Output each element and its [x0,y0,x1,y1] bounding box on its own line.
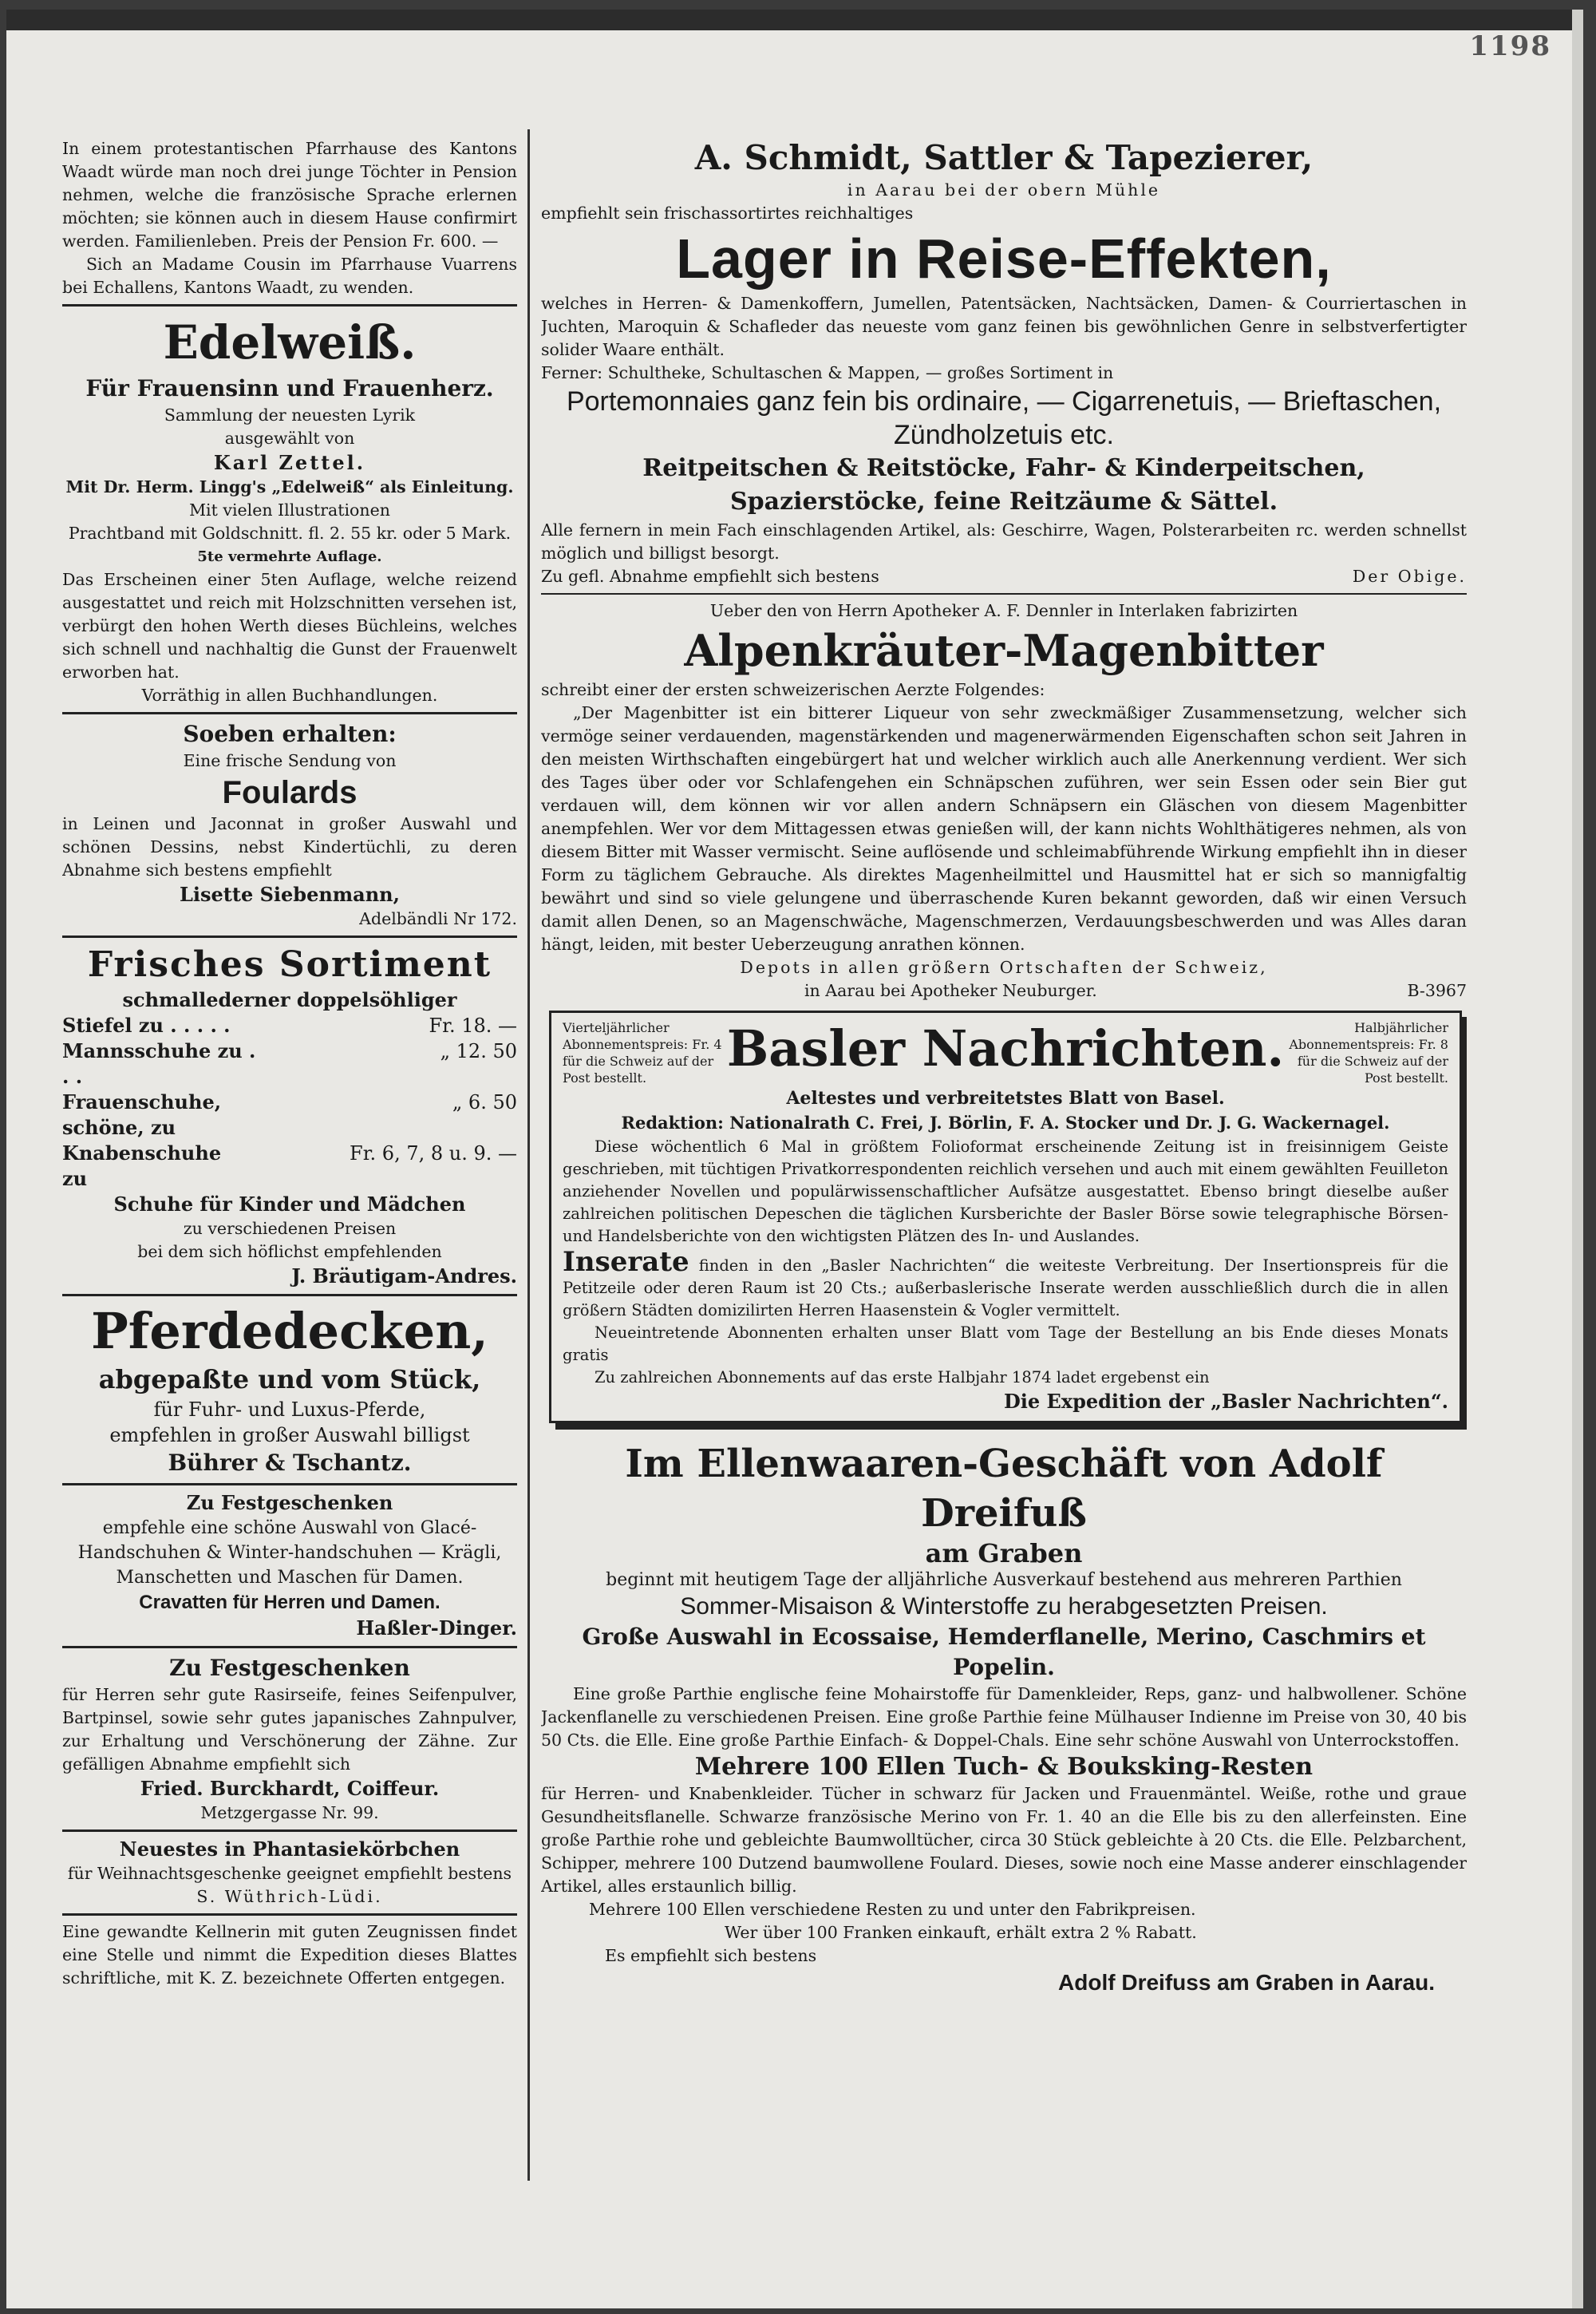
dreifuss-subtitle: am Graben [925,1538,1083,1568]
schmidt-text3: Alle fernern in mein Fach einschlagenden Artikel, als: Geschirre, Wagen, Polsterarbeiten rc. werden schnellst möglich und billigst besorgt. [541,520,1467,563]
price-row [62,1038,517,1090]
festgeschenke2-heading: Zu Festgeschenken [169,1655,410,1681]
koerbchen-name: S. Wüthrich-Lüdi. [196,1887,383,1906]
dreifuss-line2: Sommer-Misaison & Winterstoffe zu herabgesetzten Preisen. [680,1593,1328,1620]
schmidt-portemonnaies: Portemonnaies ganz fein bis ordinaire, — Cigarrenetuis, — Brieftaschen, Zündholzetuis etc. [566,386,1442,450]
schmidt-title: Lager in Reise-Effekten, [676,227,1332,290]
price-label: Mannsschuhe zu . . . [62,1039,256,1088]
divider [541,593,1467,595]
schmidt-closing-row [541,565,1467,588]
edelweiss-title: Edelweiß. [163,315,417,370]
foulards-heading: Soeben erhalten: [183,721,397,747]
festgeschenke1-cravatten: Cravatten für Herren und Damen. [139,1592,440,1613]
scan-right-edge [1572,10,1583,2308]
edelweiss-line1: Sammlung der neuesten Lyrik [164,405,416,425]
basler-inserate-text: finden in den „Basler Nachrichten“ die weiteste Verbreitung. Der Insertionspreis für die Petitzeile oder deren Raum ist 20 Cts.; außerbaslerische Inserate werden ausschließlich durch die in allen größern Städten domizilirten Herren Haasenstein & Vogler vermittelt. [563,1256,1448,1319]
edelweiss-line3: Mit vielen Illustrationen [189,500,390,520]
dreifuss-line4: Mehrere 100 Ellen verschiedene Resten zu und unter den Fabrikpreisen. [589,1900,1196,1919]
dreifuss-line3: Große Auswahl in Ecossaise, Hemderflanelle, Merino, Caschmirs et Popelin. [582,1624,1426,1680]
divider [62,1483,517,1485]
ad-festgeschenke-handschuhe [62,1490,517,1641]
edelweiss-available: Vorräthig in allen Buchhandlungen. [141,686,438,705]
ad-kellnerin [62,1920,517,1990]
ad-edelweiss [62,311,517,707]
magenbitter-intro: Ueber den von Herrn Apotheker A. F. Dennler in Interlaken fabrizirten [709,601,1298,620]
sortiment-recommend: bei dem sich höflichst empfehlenden [137,1242,442,1261]
sortiment-title: Frisches Sortiment [87,944,492,985]
ad-basler-nachrichten [549,1011,1462,1423]
festgeschenke2-address: Metzgergasse Nr. 99. [200,1803,379,1822]
divider [62,712,517,714]
edelweiss-price: Prachtband mit Goldschnitt. fl. 2. 55 kr. oder 5 Mark. [68,524,512,543]
ad-dreifuss [541,1439,1467,1998]
kellnerin-text: Eine gewandte Kellnerin mit guten Zeugnissen findet eine Stelle und nimmt die Expedition dieses Blattes schriftliche, mit K. Z. bezeichnete Offerten entgegen. [62,1922,517,1988]
basler-redaktion: Redaktion: Nationalrath C. Frei, J. Börlin, F. A. Stocker und Dr. J. G. Wackernagel. [621,1113,1390,1133]
sortiment-name: J. Bräutigam-Andres. [291,1264,517,1288]
dreifuss-line6: Es empfiehlt sich bestens [605,1946,817,1965]
dreifuss-text1: Eine große Parthie englische feine Mohairstoffe für Damenkleider, Reps, ganz- und halbwollener. Schöne Jackenflanelle zu verschiedenen Preisen. Eine große Parthie feine Mülhauser Indienne im Preise von 30, 40 bis 50 Cts. die Elle. Eine große Parthie Einfach- & Doppel-Chals. Eine sehr schöne Auswahl von Unterrockstoffen. [541,1684,1467,1750]
sortiment-kids2: zu verschiedenen Preisen [183,1219,397,1238]
dreifuss-title: Im Ellenwaaren-Geschäft von Adolf Dreifuß [625,1442,1383,1536]
edelweiss-edition: 5te vermehrte Auflage. [197,548,382,565]
pferdedecken-subtitle: abgepaßte und vom Stück, [98,1364,481,1394]
schmidt-text2: Ferner: Schultheke, Schultaschen & Mappen, — großes Sortiment in [541,363,1114,382]
pferdedecken-name: Bührer & Tschantz. [168,1450,412,1476]
basler-quarterly-price: Vierteljährlicher Abonnementspreis: Fr. 4 für die Schweiz auf der Post bestellt. [563,1020,722,1086]
festgeschenke2-text: für Herren sehr gute Rasirseife, feines Seifenpulver, Bartpinsel, sowie sehr gutes japanisches Zahnpulver, zur Erhaltung und Verschönerung der Zähne. Zur gefälligen Abnahme empfiehlt sich [62,1685,517,1774]
magenbitter-title: Alpenkräuter-Magenbitter [684,625,1324,676]
edelweiss-intro: Mit Dr. Herm. Lingg's „Edelweiß“ als Einleitung. [65,477,514,496]
dreifuss-line1: beginnt mit heutigem Tage der alljährliche Ausverkauf bestehend aus mehreren Parthien [606,1570,1402,1590]
foulards-line1: Eine frische Sendung von [183,751,397,770]
price-row [62,1013,517,1038]
price-row [62,1141,517,1192]
magenbitter-quote: „Der Magenbitter ist ein bitterer Liqueur von sehr zweckmäßiger Zusammensetzung, welcher sich vermöge seiner verdauenden, magenstärkenden und magenerwärmenden Eigenschaften schon seit Jahren in den meisten Wirthschaften eingebürgert hat und welcher wirklich auch alle Anerkennung verdient. Wer sich des Tages über oder vor Schlafengehen ein Schnäpschen zuführen, wer sein Essen oder sein Bier gut verdauen will, dem können wir vor allen andern Schnäpsern ein Gläschen von diesem Magenbitter anempfehlen. Wer vor dem Mittagessen etwas genießen will, der kann nichts Wohlthätigeres nehmen, als von diesem Bitter mit Wasser vermischt. Seine auflösende und schleimabführende Wirkung empfiehlt ihn in dieser Form zu täglichem Gebrauche. Als direktes Magenheilmittel und Hausmittel hat er sich so mannigfaltig bewährt und sind so viele gelungene und überraschende Kuren bekannt geworden, daß wir einen Versuch damit allen Denen, so an Magenschwäche, Magenschmerzen, Verdauungsbeschwerden und was Alles daran hängt, leiden, mit bester Ueberzeugung anrathen können. [541,703,1467,954]
schmidt-name: A. Schmidt, Sattler & Tapezierer, [694,138,1314,177]
basler-text2: Neueintretende Abonnenten erhalten unser Blatt vom Tage der Bestellung an bis Ende dieses Monats gratis [563,1323,1448,1364]
scan-top-border [6,10,1583,30]
ad-foulards [62,719,517,931]
price-value: Fr. 6, 7, 8 u. 9. — [350,1142,517,1165]
edelweiss-text: Das Erscheinen einer 5ten Auflage, welche reizend ausgestattet und reich mit Holzschnitten versehen ist, verbürgt den hohen Werth dieses Büchleins, welches sich schnell und nachhaltig die Gunst der Frauenwelt erworben hat. [62,570,517,682]
pferdedecken-line2: empfehlen in großer Auswahl billigst [109,1424,470,1446]
basler-inserate-para [563,1248,1448,1322]
price-label: Stiefel zu . . . . . [62,1014,231,1037]
pension-contact: Sich an Madame Cousin im Pfarrhause Vuarrens bei Echallens, Kantons Waadt, zu wenden. [62,255,517,297]
price-value: „ 12. 50 [440,1040,517,1062]
edelweiss-subtitle: Für Frauensinn und Frauenherz. [85,375,494,401]
column-rule [527,129,530,2181]
edelweiss-author: Karl Zettel. [213,451,366,474]
price-row [62,1090,517,1141]
price-label: Frauenschuhe, schöne, zu [62,1090,222,1139]
pferdedecken-title: Pferdedecken, [91,1302,488,1360]
ad-sortiment [62,943,517,1289]
magenbitter-aarau-row [541,979,1467,1003]
foulards-title: Foulards [222,775,358,810]
koerbchen-heading: Neuestes in Phantasiekörbchen [119,1837,460,1861]
schmidt-text1: welches in Herren- & Damenkoffern, Jumellen, Patentsäcken, Nachtsäcken, Damen- & Courriertaschen in Juchten, Maroquin & Schafleder das neueste vom ganz feinen bis gewöhnlichen Genre in selbstverfertigter solider Waare enthält. [541,294,1467,359]
dreifuss-text2: für Herren- und Knabenkleider. Tücher in schwarz für Jacken und Frauenmäntel. Weiße, rothe und graue Gesundheitsflanelle. Schwarze französische Merino von Fr. 1. 40 an die Elle bis zu den allerfeinsten. Eine große Parthie rohe und gebleichte Baumwolltücher, circa 30 Stück gebleichte à 20 Cts. die Elle. Pelzbarchent, Schipper, mehrere 100 Dutzend baumwollene Foulard. Dieses, sowie noch eine Masse anderer einschlagender Artikel, alles erstaunlich billig. [541,1784,1467,1896]
pension-text: In einem protestantischen Pfarrhause des Kantons Waadt würde man noch drei junge Töchter in Pension nehmen, welche die französische Sprache erlernen möchten; sie können auch in diesem Hause confirmirt werden. Familienleben. Preis der Pension Fr. 600. — [62,139,517,251]
divider [62,935,517,938]
edelweiss-line2: ausgewählt von [224,429,355,448]
foulards-address: Adelbändli Nr 172. [359,909,517,928]
dreifuss-heading2: Mehrere 100 Ellen Tuch- & Bouksking-Resten [694,1753,1314,1781]
ad-festgeschenke-coiffeur [62,1653,517,1825]
basler-header [563,1019,1448,1086]
newspaper-page [6,10,1583,2308]
divider [62,304,517,307]
foulards-name: Lisette Siebenmann, [180,883,400,906]
ad-pension [62,137,517,299]
sortiment-kids: Schuhe für Kinder und Mädchen [113,1193,466,1216]
price-value: „ 6. 50 [452,1091,517,1113]
ad-koerbchen [62,1837,517,1909]
sortiment-pricelist [62,1013,517,1192]
pferdedecken-line1: für Fuhr- und Luxus-Pferde, [153,1398,426,1421]
koerbchen-text: für Weihnachtsgeschenke geeignet empfiehlt bestens [67,1864,512,1883]
dreifuss-signature: Adolf Dreifuss am Graben in Aarau. [1058,1970,1435,1995]
festgeschenke1-heading: Zu Festgeschenken [186,1491,393,1514]
divider [62,1829,517,1832]
sortiment-subtitle: schmallederner doppelsöhliger [122,988,457,1011]
foulards-text: in Leinen und Jaconnat in großer Auswahl und schönen Dessins, nebst Kindertüchli, zu deren Abnahme sich bestens empfiehlt [62,814,517,880]
magenbitter-aarau: in Aarau bei Apotheker Neuburger. [804,981,1097,1000]
page-number: 1198 [1469,30,1551,62]
basler-inserate-head: Inserate [563,1246,689,1278]
divider [62,1913,517,1916]
schmidt-peitschen: Reitpeitschen & Reitstöcke, Fahr- & Kinderpeitschen, Spazierstöcke, feine Reitzäume & Sättel. [642,454,1365,516]
magenbitter-code: B-3967 [1407,981,1467,1000]
ad-magenbitter [541,599,1467,1003]
festgeschenke2-name: Fried. Burckhardt, Coiffeur. [140,1777,440,1800]
basler-text1: Diese wöchentlich 6 Mal in größtem Folioformat erscheinende Zeitung ist in freisinnigem Geiste geschrieben, mit tüchtigen Privatkorrespondenten reichlich versehen und auch mit einem gewählten Feuilleton anziehender Novellen und populärwissenschaftlicher Aufsätze ausgestattet. Ebenso bringt dieselbe außer zahlreichen politischen Depeschen die täglichen Kursberichte der Basler Börse sowie telegraphische Börsen- und Handelsberichte von den wichtigsten Plätzen des In- und Auslandes. [563,1137,1448,1245]
magenbitter-line1: schreibt einer der ersten schweizerischen Aerzte Folgendes: [541,680,1045,699]
left-column [62,137,517,1990]
magenbitter-depots: Depots in allen größern Ortschaften der Schweiz, [740,958,1268,977]
schmidt-signature: Der Obige. [1352,567,1467,586]
divider [62,1646,517,1648]
basler-signature: Die Expedition der „Basler Nachrichten“. [1003,1390,1448,1413]
right-column [541,137,1467,1998]
basler-subtitle: Aeltestes und verbreitetstes Blatt von Basel. [786,1088,1225,1109]
price-value: Fr. 18. — [429,1015,517,1037]
festgeschenke1-text: empfehle eine schöne Auswahl von Glacé-Handschuhen & Winter-handschuhen — Krägli, Manschetten und Maschen für Damen. [77,1518,502,1588]
schmidt-location: in Aarau bei der obern Mühle [847,180,1161,200]
dreifuss-line5: Wer über 100 Franken einkauft, erhält extra 2 % Rabatt. [725,1923,1197,1942]
ad-pferdedecken [62,1301,517,1478]
ad-schmidt [541,137,1467,588]
basler-text3: Zu zahlreichen Abonnements auf das erste Halbjahr 1874 ladet ergebenst ein [595,1368,1210,1386]
basler-halfyear-price: Halbjährlicher Abonnementspreis: Fr. 8 für die Schweiz auf der Post bestellt. [1289,1020,1448,1086]
price-label: Knabenschuhe zu [62,1141,222,1190]
festgeschenke1-name: Haßler-Dinger. [356,1616,517,1640]
schmidt-line1: empfiehlt sein frischassortirtes reichhaltiges [541,204,914,223]
divider [62,1294,517,1296]
schmidt-closing: Zu gefl. Abnahme empfiehlt sich bestens [541,567,879,586]
basler-title: Basler Nachrichten. [726,1019,1285,1078]
